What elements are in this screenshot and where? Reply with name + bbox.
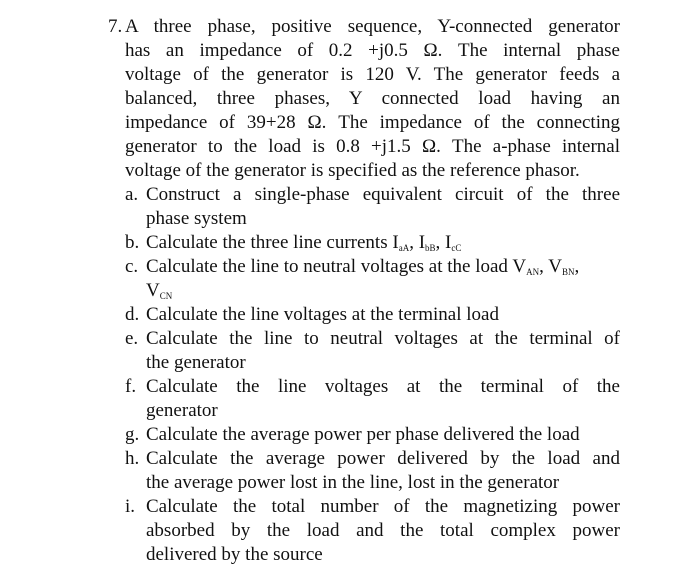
part-text: Construct a single-phase equivalent circuit of the three — [146, 184, 620, 205]
problem-number: 7. — [108, 16, 123, 37]
part-text: Calculate the total number of the magnetizing power — [146, 496, 620, 517]
part-c — [108, 255, 620, 303]
part-text: phase system — [146, 208, 247, 229]
stem-line: balanced, three phases, Y connected load having an — [125, 88, 620, 109]
part-a — [108, 183, 620, 231]
parts-list — [108, 183, 620, 567]
stem-line: generator to the load is 0.8 +j1.5 Ω. The a-phase internal — [125, 136, 620, 157]
part-label: h. — [125, 448, 140, 469]
part-label: i. — [125, 496, 136, 517]
part-text: Calculate the line to neutral voltages at the load $V_{AN}$, $V_{BN}$, — [146, 256, 580, 277]
part-label: d. — [125, 304, 140, 325]
part-text: Calculate the line voltages at the terminal of the — [146, 376, 620, 397]
current-c: $I_{cC}$ — [445, 232, 462, 253]
part-h — [108, 447, 620, 495]
stem-line: has an impedance of 0.2 +j0.5 Ω. The internal phase — [125, 40, 620, 61]
part-text: absorbed by the load and the total complex power — [146, 520, 620, 541]
part-e — [108, 327, 620, 375]
part-text: the average power lost in the line, lost in the generator — [146, 472, 560, 493]
part-text — [146, 279, 620, 303]
part-b — [108, 231, 620, 255]
part-g — [108, 423, 620, 447]
part-label: b. — [125, 232, 140, 253]
part-text: Calculate the three line currents $I_{aA}$, $I_{bB}$, $I_{cC}$ — [146, 232, 462, 253]
part-label: g. — [125, 424, 140, 445]
stem-line: A three phase, positive sequence, Y-connected generator — [125, 16, 620, 37]
part-label: e. — [125, 328, 139, 349]
part-label: f. — [125, 376, 137, 397]
part-label: a. — [125, 184, 139, 205]
stem-line: impedance of 39+28 Ω. The impedance of the connecting — [125, 112, 620, 133]
part-text: delivered by the source — [146, 544, 323, 565]
part-text: Calculate the average power delivered by the load and — [146, 448, 620, 469]
part-text: Calculate the line voltages at the terminal load — [146, 304, 499, 325]
voltage-bn: $V_{BN}$ — [548, 256, 575, 277]
voltage-cn: $V_{CN}$ — [146, 280, 173, 301]
part-i — [108, 495, 620, 567]
part-f — [108, 375, 620, 423]
stem-line: voltage of the generator is 120 V. The generator feeds a — [125, 64, 620, 85]
part-label: c. — [125, 256, 139, 277]
current-a: $I_{aA}$ — [392, 232, 410, 253]
current-b: $I_{bB}$ — [418, 232, 436, 253]
part-text: generator — [146, 400, 218, 421]
voltage-an: $V_{AN}$ — [512, 256, 540, 277]
part-d — [108, 303, 620, 327]
problem-stem — [108, 15, 620, 183]
problem-7 — [108, 15, 620, 567]
stem-line: voltage of the generator is specified as the reference phasor. — [125, 160, 580, 181]
part-text: the generator — [146, 352, 246, 373]
part-text: Calculate the line to neutral voltages at the terminal of — [146, 328, 620, 349]
part-text: Calculate the average power per phase delivered the load — [146, 424, 580, 445]
